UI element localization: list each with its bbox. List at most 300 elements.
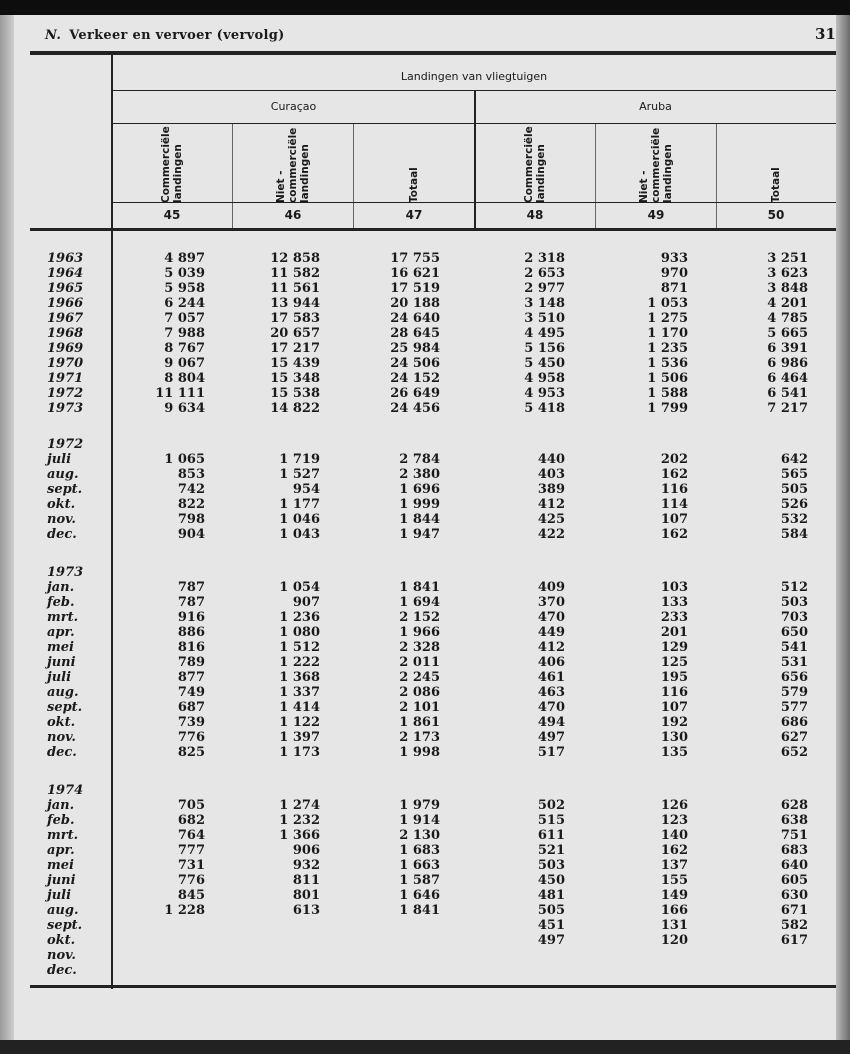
table-cell: 4 495 — [524, 326, 565, 341]
column-header — [756, 123, 796, 203]
table-cell: 6 541 — [767, 386, 808, 401]
table-cell: 20 188 — [390, 296, 440, 311]
table-cell: 5 039 — [164, 266, 205, 281]
table-cell: 787 — [177, 595, 205, 610]
table-cell: 412 — [537, 497, 565, 512]
table-cell: 28 645 — [390, 326, 440, 341]
column-number: 47 — [405, 208, 423, 222]
table-cell: 7 217 — [767, 401, 808, 416]
row-label: okt. — [47, 933, 76, 948]
table-cell: 440 — [537, 452, 565, 467]
table-row — [0, 700, 836, 715]
column-number: 46 — [284, 208, 302, 222]
row-label: okt. — [47, 497, 76, 512]
table-cell: 9 067 — [164, 356, 205, 371]
row-label: juli — [47, 452, 72, 467]
table-cell: 1 065 — [164, 452, 205, 467]
column-header-line: Totaal — [770, 167, 782, 203]
table-row — [0, 813, 836, 828]
table-cell: 2 328 — [399, 640, 440, 655]
table-cell: 1 646 — [399, 888, 440, 903]
table-cell: 1 998 — [399, 745, 440, 760]
table-cell: 202 — [660, 452, 688, 467]
table-cell: 617 — [780, 933, 808, 948]
table-cell: 2 152 — [399, 610, 440, 625]
table-row — [0, 828, 836, 843]
table-row — [0, 311, 836, 326]
table-cell: 24 640 — [390, 311, 440, 326]
column-number: 48 — [526, 208, 544, 222]
table-cell: 4 785 — [767, 311, 808, 326]
table-cell: 565 — [780, 467, 808, 482]
table-cell: 24 152 — [390, 371, 440, 386]
table-cell: 1 861 — [399, 715, 440, 730]
table-row — [0, 873, 836, 888]
table-cell: 1 694 — [399, 595, 440, 610]
table-cell: 577 — [780, 700, 808, 715]
table-cell: 1 177 — [279, 497, 320, 512]
table-cell: 1 588 — [647, 386, 688, 401]
table-cell: 1 999 — [399, 497, 440, 512]
row-label: sept. — [47, 918, 83, 933]
table-row — [0, 903, 836, 918]
row-label: 1966 — [47, 296, 84, 311]
table-cell: 611 — [537, 828, 565, 843]
table-cell: 822 — [177, 497, 205, 512]
table-cell: 605 — [780, 873, 808, 888]
table-cell: 853 — [177, 467, 205, 482]
row-label: juli — [47, 888, 72, 903]
table-cell: 5 450 — [524, 356, 565, 371]
row-label: 1967 — [47, 311, 84, 326]
table-cell: 505 — [780, 482, 808, 497]
column-header-line: commerciële — [650, 127, 662, 203]
row-label: feb. — [47, 595, 75, 610]
table-cell: 656 — [780, 670, 808, 685]
table-cell: 201 — [660, 625, 688, 640]
table-row — [0, 843, 836, 858]
table-cell: 129 — [660, 640, 688, 655]
col-divider — [232, 124, 233, 228]
table-cell: 521 — [537, 843, 565, 858]
table-row — [0, 452, 836, 467]
table-cell: 751 — [780, 828, 808, 843]
table-cell: 1 527 — [279, 467, 320, 482]
table-cell: 613 — [292, 903, 320, 918]
table-row — [0, 497, 836, 512]
row-label: dec. — [47, 745, 77, 760]
table-cell: 1 053 — [647, 296, 688, 311]
table-row — [0, 251, 836, 266]
table-cell: 1 966 — [399, 625, 440, 640]
table-cell: 162 — [660, 527, 688, 542]
column-header — [636, 123, 676, 203]
table-cell: 933 — [660, 251, 688, 266]
column-number: 50 — [767, 208, 785, 222]
scan-bottom-border — [0, 1040, 850, 1054]
table-cell: 116 — [660, 482, 688, 497]
table-row — [0, 512, 836, 527]
row-label: nov. — [47, 512, 76, 527]
table-cell: 6 464 — [767, 371, 808, 386]
row-label: dec. — [47, 527, 77, 542]
table-cell: 8 804 — [164, 371, 205, 386]
table-cell: 1 232 — [279, 813, 320, 828]
table-cell: 149 — [660, 888, 688, 903]
row-label: juni — [47, 655, 76, 670]
header-rule — [112, 202, 836, 203]
table-cell: 1 173 — [279, 745, 320, 760]
top-rule — [30, 51, 836, 55]
table-cell: 412 — [537, 640, 565, 655]
row-label: 1969 — [47, 341, 84, 356]
row-label: mei — [47, 640, 74, 655]
table-cell: 825 — [177, 745, 205, 760]
table-cell: 1 844 — [399, 512, 440, 527]
table-cell: 1 046 — [279, 512, 320, 527]
table-cell: 811 — [292, 873, 320, 888]
table-cell: 7 988 — [164, 326, 205, 341]
header-bottom-rule — [30, 228, 836, 231]
table-cell: 24 456 — [390, 401, 440, 416]
row-label: mrt. — [47, 828, 79, 843]
table-cell: 11 582 — [270, 266, 320, 281]
table-cell: 1 043 — [279, 527, 320, 542]
table-cell: 638 — [780, 813, 808, 828]
table-cell: 932 — [292, 858, 320, 873]
row-label: okt. — [47, 715, 76, 730]
table-cell: 15 348 — [270, 371, 320, 386]
table-cell: 461 — [537, 670, 565, 685]
table-cell: 1 080 — [279, 625, 320, 640]
table-cell: 11 561 — [270, 281, 320, 296]
table-row — [0, 296, 836, 311]
table-cell: 954 — [292, 482, 320, 497]
table-cell: 705 — [177, 798, 205, 813]
table-row — [0, 580, 836, 595]
table-cell: 4 958 — [524, 371, 565, 386]
table-cell: 17 755 — [390, 251, 440, 266]
row-label: aug. — [47, 467, 79, 482]
table-cell: 2 130 — [399, 828, 440, 843]
table-row — [0, 655, 836, 670]
table-cell: 135 — [660, 745, 688, 760]
table-row — [0, 625, 836, 640]
table-cell: 12 858 — [270, 251, 320, 266]
table-row — [0, 266, 836, 281]
table-cell: 233 — [660, 610, 688, 625]
table-cell: 526 — [780, 497, 808, 512]
table-cell: 1 512 — [279, 640, 320, 655]
table-cell: 584 — [780, 527, 808, 542]
page-number: 31 — [815, 25, 836, 43]
row-label: aug. — [47, 903, 79, 918]
table-cell: 5 958 — [164, 281, 205, 296]
table-cell: 2 011 — [399, 655, 440, 670]
table-cell: 1 799 — [647, 401, 688, 416]
section-label: 1973 — [47, 565, 84, 580]
row-label: apr. — [47, 843, 75, 858]
table-cell: 904 — [177, 527, 205, 542]
table-row — [0, 948, 836, 963]
table-cell: 195 — [660, 670, 688, 685]
table-cell: 166 — [660, 903, 688, 918]
table-cell: 1 979 — [399, 798, 440, 813]
table-cell: 11 111 — [155, 386, 205, 401]
table-cell: 742 — [177, 482, 205, 497]
table-cell: 1 366 — [279, 828, 320, 843]
table-cell: 470 — [537, 610, 565, 625]
scan-top-border — [0, 0, 850, 15]
table-cell: 1 054 — [279, 580, 320, 595]
table-cell: 15 538 — [270, 386, 320, 401]
table-cell: 845 — [177, 888, 205, 903]
table-cell: 503 — [780, 595, 808, 610]
table-cell: 798 — [177, 512, 205, 527]
row-label: nov. — [47, 730, 76, 745]
table-cell: 1 228 — [164, 903, 205, 918]
section-label: 1972 — [47, 437, 84, 452]
table-cell: 162 — [660, 467, 688, 482]
row-label: dec. — [47, 963, 77, 978]
table-cell: 682 — [177, 813, 205, 828]
table-cell: 14 822 — [270, 401, 320, 416]
table-cell: 3 148 — [524, 296, 565, 311]
table-cell: 4 201 — [767, 296, 808, 311]
table-cell: 906 — [292, 843, 320, 858]
table-cell: 389 — [537, 482, 565, 497]
table-cell: 2 784 — [399, 452, 440, 467]
table-cell: 15 439 — [270, 356, 320, 371]
table-cell: 20 657 — [270, 326, 320, 341]
table-cell: 470 — [537, 700, 565, 715]
table-cell: 497 — [537, 933, 565, 948]
table-cell: 1 170 — [647, 326, 688, 341]
table-cell: 650 — [780, 625, 808, 640]
table-cell: 764 — [177, 828, 205, 843]
table-cell: 24 506 — [390, 356, 440, 371]
table-cell: 776 — [177, 730, 205, 745]
table-section — [0, 452, 836, 542]
table-row — [0, 401, 836, 416]
row-label: 1970 — [47, 356, 84, 371]
table-cell: 816 — [177, 640, 205, 655]
table-row — [0, 685, 836, 700]
table-cell: 886 — [177, 625, 205, 640]
table-row — [0, 610, 836, 625]
table-row — [0, 888, 836, 903]
table-row — [0, 386, 836, 401]
table-cell: 1 122 — [279, 715, 320, 730]
table-cell: 6 986 — [767, 356, 808, 371]
column-header-line: commerciële — [287, 127, 299, 203]
table-cell: 370 — [537, 595, 565, 610]
column-number: 45 — [163, 208, 181, 222]
table-cell: 502 — [537, 798, 565, 813]
table-cell: 687 — [177, 700, 205, 715]
table-cell: 627 — [780, 730, 808, 745]
table-cell: 406 — [537, 655, 565, 670]
row-label: 1973 — [47, 401, 84, 416]
column-header-line: Commerciële — [160, 126, 172, 203]
table-cell: 1 275 — [647, 311, 688, 326]
table-row — [0, 745, 836, 760]
row-label: 1965 — [47, 281, 84, 296]
table-cell: 494 — [537, 715, 565, 730]
column-header — [515, 123, 555, 203]
table-cell: 916 — [177, 610, 205, 625]
row-label: sept. — [47, 700, 83, 715]
table-cell: 1 397 — [279, 730, 320, 745]
table-cell: 16 621 — [390, 266, 440, 281]
subgroup-curacao: Curaçao — [270, 100, 317, 113]
table-cell: 907 — [292, 595, 320, 610]
col-divider — [595, 124, 596, 228]
table-cell: 1 236 — [279, 610, 320, 625]
table-cell: 683 — [780, 843, 808, 858]
section-label: 1974 — [47, 783, 84, 798]
table-cell: 503 — [537, 858, 565, 873]
table-cell: 652 — [780, 745, 808, 760]
table-cell: 801 — [292, 888, 320, 903]
table-cell: 579 — [780, 685, 808, 700]
table-row — [0, 670, 836, 685]
table-row — [0, 918, 836, 933]
table-cell: 1 222 — [279, 655, 320, 670]
table-cell: 2 173 — [399, 730, 440, 745]
row-label: 1968 — [47, 326, 84, 341]
table-cell: 505 — [537, 903, 565, 918]
table-cell: 3 251 — [767, 251, 808, 266]
column-number: 49 — [647, 208, 665, 222]
table-cell: 517 — [537, 745, 565, 760]
row-label: jan. — [47, 798, 75, 813]
table-cell: 130 — [660, 730, 688, 745]
table-cell: 4 953 — [524, 386, 565, 401]
table-cell: 131 — [660, 918, 688, 933]
table-row — [0, 963, 836, 978]
table-cell: 789 — [177, 655, 205, 670]
table-cell: 481 — [537, 888, 565, 903]
table-cell: 162 — [660, 843, 688, 858]
row-label: aug. — [47, 685, 79, 700]
table-cell: 1 696 — [399, 482, 440, 497]
table-cell: 5 665 — [767, 326, 808, 341]
table-cell: 137 — [660, 858, 688, 873]
table-cell: 787 — [177, 580, 205, 595]
table-cell: 1 274 — [279, 798, 320, 813]
table-row — [0, 798, 836, 813]
table-cell: 871 — [660, 281, 688, 296]
table-row — [0, 933, 836, 948]
table-cell: 1 841 — [399, 580, 440, 595]
table-cell: 25 984 — [390, 341, 440, 356]
table-cell: 1 235 — [647, 341, 688, 356]
row-label: 1963 — [47, 251, 84, 266]
table-cell: 451 — [537, 918, 565, 933]
column-header-line: Commerciële — [523, 126, 535, 203]
table-cell: 1 663 — [399, 858, 440, 873]
table-row — [0, 715, 836, 730]
table-cell: 582 — [780, 918, 808, 933]
table-cell: 3 623 — [767, 266, 808, 281]
table-row — [0, 527, 836, 542]
row-label: 1964 — [47, 266, 84, 281]
table-cell: 671 — [780, 903, 808, 918]
table-section — [0, 798, 836, 978]
table-cell: 409 — [537, 580, 565, 595]
table-cell: 2 977 — [524, 281, 565, 296]
table-cell: 1 368 — [279, 670, 320, 685]
table-cell: 123 — [660, 813, 688, 828]
row-label: feb. — [47, 813, 75, 828]
table-cell: 532 — [780, 512, 808, 527]
table-cell: 1 536 — [647, 356, 688, 371]
table-cell: 116 — [660, 685, 688, 700]
table-row — [0, 371, 836, 386]
table-cell: 776 — [177, 873, 205, 888]
table-cell: 1 337 — [279, 685, 320, 700]
table-cell: 4 897 — [164, 251, 205, 266]
table-cell: 126 — [660, 798, 688, 813]
table-row — [0, 356, 836, 371]
table-cell: 1 414 — [279, 700, 320, 715]
table-cell: 703 — [780, 610, 808, 625]
table-cell: 422 — [537, 527, 565, 542]
page-title — [45, 28, 285, 43]
table-cell: 2 380 — [399, 467, 440, 482]
table-cell: 1 841 — [399, 903, 440, 918]
table-section — [0, 580, 836, 760]
table-cell: 970 — [660, 266, 688, 281]
row-label: mrt. — [47, 610, 79, 625]
table-cell: 155 — [660, 873, 688, 888]
table-cell: 541 — [780, 640, 808, 655]
table-cell: 450 — [537, 873, 565, 888]
table-cell: 640 — [780, 858, 808, 873]
table-cell: 8 767 — [164, 341, 205, 356]
table-section — [0, 251, 836, 416]
table-cell: 403 — [537, 467, 565, 482]
section-letter: N. — [45, 28, 62, 43]
table-cell: 777 — [177, 843, 205, 858]
row-label: apr. — [47, 625, 75, 640]
scan-right-edge — [836, 15, 850, 1054]
table-cell: 449 — [537, 625, 565, 640]
group-title: Landingen van vliegtuigen — [400, 70, 548, 83]
row-label: jan. — [47, 580, 75, 595]
row-label: 1971 — [47, 371, 84, 386]
row-label: 1972 — [47, 386, 84, 401]
table-cell: 192 — [660, 715, 688, 730]
table-cell: 686 — [780, 715, 808, 730]
column-header-line: landingen — [299, 144, 311, 203]
table-row — [0, 595, 836, 610]
col-divider — [353, 124, 354, 228]
table-cell: 103 — [660, 580, 688, 595]
column-header — [152, 123, 192, 203]
table-cell: 642 — [780, 452, 808, 467]
table-cell: 107 — [660, 512, 688, 527]
table-cell: 2 101 — [399, 700, 440, 715]
column-header-line: landingen — [662, 144, 674, 203]
table-row — [0, 326, 836, 341]
section-title: Verkeer en vervoer (vervolg) — [69, 28, 285, 43]
table-cell: 26 649 — [390, 386, 440, 401]
table-cell: 2 086 — [399, 685, 440, 700]
table-cell: 140 — [660, 828, 688, 843]
table-cell: 877 — [177, 670, 205, 685]
